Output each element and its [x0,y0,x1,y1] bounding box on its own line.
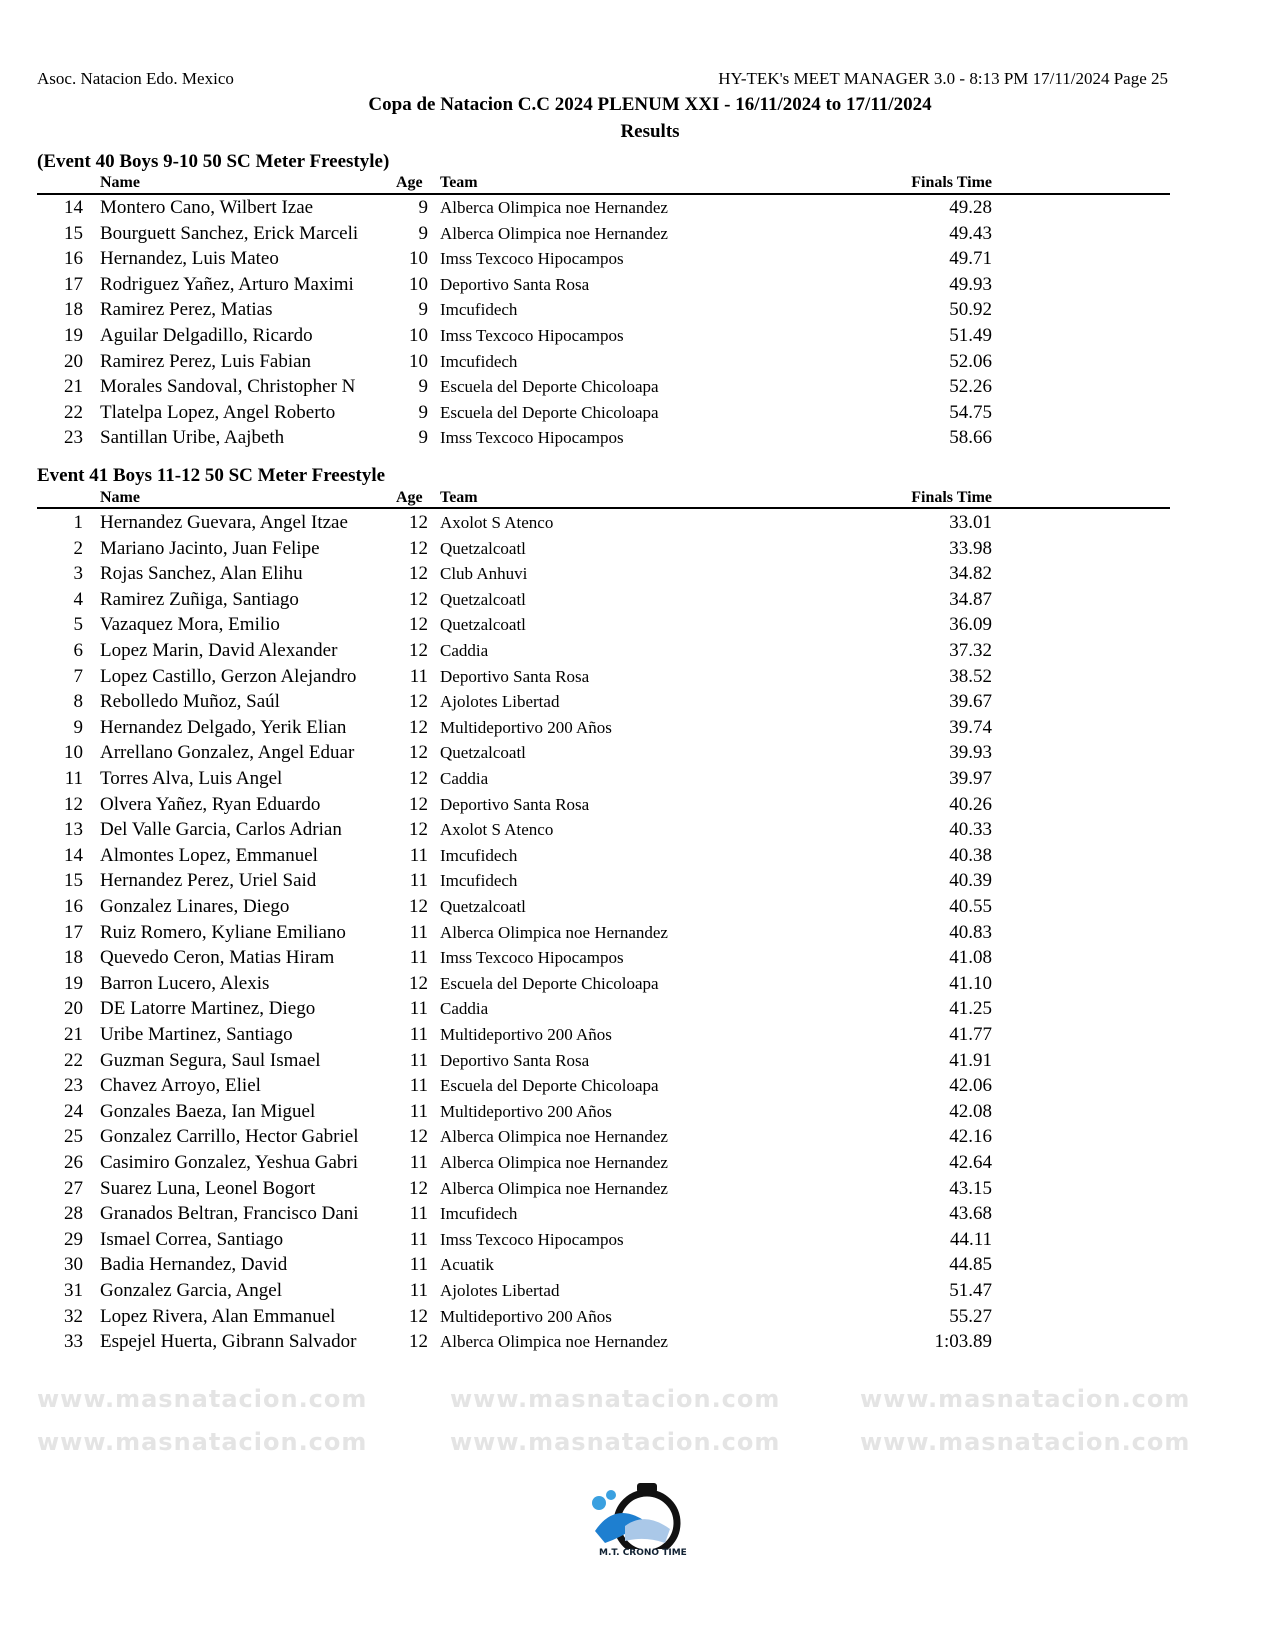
team: Multideportivo 200 Años [440,1102,612,1121]
rank: 1 [73,512,83,533]
swimmer-name: Olvera Yañez, Ryan Eduardo [100,794,321,815]
team: Multideportivo 200 Años [440,1307,612,1326]
finals-time: 49.43 [949,223,992,244]
team: Alberca Olimpica noe Hernandez [440,198,668,217]
age: 12 [409,717,428,738]
rank: 14 [64,845,83,866]
rank: 7 [73,666,83,687]
rank: 18 [64,947,83,968]
age: 12 [409,1306,428,1327]
watermark: www.masnatacion.com [37,1428,368,1456]
table-row [0,845,1275,870]
age: 11 [409,922,428,943]
finals-time: 40.38 [949,845,992,866]
team: Multideportivo 200 Años [440,1025,612,1044]
table-row [0,563,1275,588]
swimmer-name: Espejel Huerta, Gibrann Salvador [100,1331,357,1352]
table-row [0,1306,1275,1331]
team: Deportivo Santa Rosa [440,795,590,814]
rank: 25 [64,1126,83,1147]
rank: 20 [64,998,83,1019]
age: 11 [409,1229,428,1250]
finals-time: 40.55 [949,896,992,917]
team: Escuela del Deporte Chicoloapa [440,377,659,396]
age: 9 [418,376,428,397]
team: Alberca Olimpica noe Hernandez [440,1179,668,1198]
watermark: www.masnatacion.com [450,1428,781,1456]
team: Quetzalcoatl [440,590,526,609]
rank: 6 [73,640,83,661]
finals-time: 40.83 [949,922,992,943]
rank: 32 [64,1306,83,1327]
table-row [0,325,1275,350]
swimmer-name: Lopez Castillo, Gerzon Alejandro [100,666,357,687]
table-row [0,1126,1275,1151]
age: 11 [409,947,428,968]
rank: 16 [64,896,83,917]
age: 12 [409,794,428,815]
swimmer-name: Tlatelpa Lopez, Angel Roberto [100,402,336,423]
rank: 17 [64,922,83,943]
finals-time: 44.85 [949,1254,992,1275]
age: 12 [409,819,428,840]
team: Deportivo Santa Rosa [440,275,590,294]
rank: 3 [73,563,83,584]
age: 11 [409,1075,428,1096]
finals-time: 41.91 [949,1050,992,1071]
team: Escuela del Deporte Chicoloapa [440,403,659,422]
finals-time: 54.75 [949,402,992,423]
age: 11 [409,1101,428,1122]
rank: 26 [64,1152,83,1173]
swimmer-name: Rojas Sanchez, Alan Elihu [100,563,303,584]
team: Alberca Olimpica noe Hernandez [440,1332,668,1351]
table-row [0,299,1275,324]
swimmer-name: Del Valle Garcia, Carlos Adrian [100,819,342,840]
rank: 18 [64,299,83,320]
table-row [0,1101,1275,1126]
header-rule [37,193,1170,195]
swimmer-name: Uribe Martinez, Santiago [100,1024,293,1045]
team: Axolot S Atenco [440,820,554,839]
finals-time: 1:03.89 [934,1331,992,1352]
rank: 30 [64,1254,83,1275]
team: Imcufidech [440,352,518,371]
team: Caddia [440,641,489,660]
swimmer-name: Ramirez Perez, Luis Fabian [100,351,312,372]
table-row [0,691,1275,716]
swimmer-name: Bourguett Sanchez, Erick Marceli [100,223,359,244]
rank: 29 [64,1229,83,1250]
rank: 28 [64,1203,83,1224]
age: 11 [409,1024,428,1045]
column-header-finals-time: Finals Time [911,174,992,191]
table-row [0,427,1275,452]
finals-time: 39.67 [949,691,992,712]
swimmer-name: Hernandez Perez, Uriel Said [100,870,317,891]
rank: 24 [64,1101,83,1122]
table-row [0,274,1275,299]
rank: 21 [64,376,83,397]
age: 12 [409,538,428,559]
swimmer-name: Suarez Luna, Leonel Bogort [100,1178,316,1199]
watermark: www.masnatacion.com [450,1385,781,1413]
swimmer-name: Gonzalez Garcia, Angel [100,1280,282,1301]
rank: 33 [64,1331,83,1352]
table-row [0,376,1275,401]
table-row [0,1178,1275,1203]
swimmer-name: Gonzalez Linares, Diego [100,896,290,917]
finals-time: 36.09 [949,614,992,635]
age: 9 [418,223,428,244]
meet-title: Copa de Natacion C.C 2024 PLENUM XXI - 16/11/2024 to 17/11/2024 [368,94,932,115]
age: 12 [409,1126,428,1147]
table-row [0,819,1275,844]
rank: 8 [73,691,83,712]
watermark: www.masnatacion.com [860,1428,1191,1456]
age: 11 [409,1280,428,1301]
table-row [0,402,1275,427]
rank: 19 [64,973,83,994]
team: Ajolotes Libertad [440,1281,560,1300]
rank: 15 [64,223,83,244]
finals-time: 49.93 [949,274,992,295]
swimmer-name: Badia Hernandez, David [100,1254,288,1275]
swimmer-name: Morales Sandoval, Christopher N [100,376,356,397]
table-row [0,947,1275,972]
table-row [0,896,1275,921]
team: Imcufidech [440,871,518,890]
table-row [0,768,1275,793]
finals-time: 40.33 [949,819,992,840]
team: Axolot S Atenco [440,513,554,532]
table-row [0,922,1275,947]
age: 11 [409,870,428,891]
swimmer-name: Rebolledo Muñoz, Saúl [100,691,280,712]
finals-time: 42.64 [949,1152,992,1173]
swimmer-name: Vazaquez Mora, Emilio [100,614,280,635]
finals-time: 34.87 [949,589,992,610]
table-row [0,589,1275,614]
finals-time: 42.16 [949,1126,992,1147]
age: 12 [409,589,428,610]
column-header-age: Age [396,174,423,191]
rank: 21 [64,1024,83,1045]
team: Imcufidech [440,1204,518,1223]
column-header-name: Name [100,174,140,191]
table-row [0,973,1275,998]
table-row [0,1075,1275,1100]
finals-time: 43.15 [949,1178,992,1199]
age: 12 [409,742,428,763]
finals-time: 40.26 [949,794,992,815]
age: 11 [409,1254,428,1275]
team: Escuela del Deporte Chicoloapa [440,1076,659,1095]
swimmer-name: Santillan Uribe, Aajbeth [100,427,285,448]
age: 11 [409,666,428,687]
team: Alberca Olimpica noe Hernandez [440,923,668,942]
swimmer-name: Montero Cano, Wilbert Izae [100,197,314,218]
finals-time: 41.10 [949,973,992,994]
rank: 22 [64,1050,83,1071]
finals-time: 49.28 [949,197,992,218]
age: 10 [409,325,428,346]
rank: 23 [64,427,83,448]
swimmer-name: DE Latorre Martinez, Diego [100,998,316,1019]
team: Quetzalcoatl [440,897,526,916]
age: 9 [418,299,428,320]
finals-time: 43.68 [949,1203,992,1224]
team: Alberca Olimpica noe Hernandez [440,1127,668,1146]
swimmer-name: Hernandez Guevara, Angel Itzae [100,512,348,533]
age: 12 [409,768,428,789]
table-row [0,742,1275,767]
finals-time: 39.97 [949,768,992,789]
finals-time: 50.92 [949,299,992,320]
finals-time: 41.77 [949,1024,992,1045]
team: Deportivo Santa Rosa [440,1051,590,1070]
age: 11 [409,1050,428,1071]
table-row [0,512,1275,537]
table-row [0,223,1275,248]
swimmer-name: Rodriguez Yañez, Arturo Maximi [100,274,354,295]
swimmer-name: Casimiro Gonzalez, Yeshua Gabri [100,1152,359,1173]
rank: 17 [64,274,83,295]
rank: 13 [64,819,83,840]
column-header-team: Team [440,489,478,506]
table-row [0,1024,1275,1049]
swimmer-name: Hernandez Delgado, Yerik Elian [100,717,347,738]
team: Alberca Olimpica noe Hernandez [440,1153,668,1172]
finals-time: 33.01 [949,512,992,533]
software-page-info: HY-TEK's MEET MANAGER 3.0 - 8:13 PM 17/11/2024 Page 25 [718,69,1168,88]
age: 11 [409,1203,428,1224]
finals-time: 39.74 [949,717,992,738]
age: 12 [409,614,428,635]
finals-time: 40.39 [949,870,992,891]
age: 12 [409,1331,428,1352]
table-row [0,1280,1275,1305]
swimmer-name: Ramirez Perez, Matias [100,299,273,320]
age: 9 [418,427,428,448]
swimmer-name: Barron Lucero, Alexis [100,973,270,994]
age: 11 [409,998,428,1019]
rank: 12 [64,794,83,815]
swimmer-name: Ismael Correa, Santiago [100,1229,284,1250]
swimmer-name: Ramirez Zuñiga, Santiago [100,589,299,610]
swimmer-name: Ruiz Romero, Kyliane Emiliano [100,922,346,943]
table-row [0,538,1275,563]
column-header-age: Age [396,489,423,506]
rank: 22 [64,402,83,423]
age: 12 [409,640,428,661]
age: 10 [409,274,428,295]
crono-time-logo [585,1481,695,1563]
finals-time: 41.25 [949,998,992,1019]
team: Multideportivo 200 Años [440,718,612,737]
team: Imss Texcoco Hipocampos [440,428,624,447]
finals-time: 41.08 [949,947,992,968]
team: Imss Texcoco Hipocampos [440,249,624,268]
table-row [0,1331,1275,1356]
age: 12 [409,1178,428,1199]
table-row [0,717,1275,742]
age: 9 [418,402,428,423]
team: Quetzalcoatl [440,539,526,558]
team: Club Anhuvi [440,564,528,583]
column-header-team: Team [440,174,478,191]
rank: 14 [64,197,83,218]
finals-time: 39.93 [949,742,992,763]
rank: 4 [73,589,83,610]
team: Imss Texcoco Hipocampos [440,1230,624,1249]
finals-time: 51.47 [949,1280,992,1301]
rank: 11 [64,768,83,789]
swimmer-name: Almontes Lopez, Emmanuel [100,845,318,866]
team: Caddia [440,769,489,788]
header-rule [37,507,1170,509]
age: 12 [409,896,428,917]
rank: 19 [64,325,83,346]
results-heading: Results [620,121,680,142]
rank: 27 [64,1178,83,1199]
table-row [0,1050,1275,1075]
age: 9 [418,197,428,218]
table-row [0,1254,1275,1279]
swimmer-name: Guzman Segura, Saul Ismael [100,1050,321,1071]
age: 11 [409,845,428,866]
table-row [0,614,1275,639]
rank: 16 [64,248,83,269]
table-row [0,351,1275,376]
team: Deportivo Santa Rosa [440,667,590,686]
logo-text: M.T. CRONO TIME [599,1548,687,1558]
swimmer-name: Quevedo Ceron, Matias Hiram [100,947,335,968]
swimmer-name: Lopez Rivera, Alan Emmanuel [100,1306,336,1327]
swimmer-name: Chavez Arroyo, Eliel [100,1075,261,1096]
swimmer-name: Gonzales Baeza, Ian Miguel [100,1101,316,1122]
swimmer-name: Lopez Marin, David Alexander [100,640,338,661]
table-row [0,1203,1275,1228]
finals-time: 37.32 [949,640,992,661]
finals-time: 55.27 [949,1306,992,1327]
finals-time: 42.08 [949,1101,992,1122]
finals-time: 42.06 [949,1075,992,1096]
team: Caddia [440,999,489,1018]
team: Quetzalcoatl [440,615,526,634]
swimmer-name: Arrellano Gonzalez, Angel Eduar [100,742,355,763]
age: 12 [409,973,428,994]
rank: 2 [73,538,83,559]
finals-time: 51.49 [949,325,992,346]
swimmer-name: Granados Beltran, Francisco Dani [100,1203,359,1224]
table-row [0,1152,1275,1177]
swimmer-name: Hernandez, Luis Mateo [100,248,279,269]
finals-time: 34.82 [949,563,992,584]
age: 12 [409,563,428,584]
age: 11 [409,1152,428,1173]
team: Imss Texcoco Hipocampos [440,326,624,345]
table-row [0,197,1275,222]
rank: 10 [64,742,83,763]
event-title: (Event 40 Boys 9-10 50 SC Meter Freestyle) [37,151,390,172]
swimmer-name: Aguilar Delgadillo, Ricardo [100,325,313,346]
finals-time: 49.71 [949,248,992,269]
finals-time: 44.11 [949,1229,992,1250]
rank: 5 [73,614,83,635]
rank: 31 [64,1280,83,1301]
event-title: Event 41 Boys 11-12 50 SC Meter Freestyle [37,465,386,486]
rank: 20 [64,351,83,372]
finals-time: 33.98 [949,538,992,559]
team: Acuatik [440,1255,494,1274]
swimmer-name: Torres Alva, Luis Angel [100,768,283,789]
team: Escuela del Deporte Chicoloapa [440,974,659,993]
table-row [0,794,1275,819]
table-row [0,248,1275,273]
finals-time: 58.66 [949,427,992,448]
table-row [0,1229,1275,1254]
age: 12 [409,512,428,533]
watermark: www.masnatacion.com [37,1385,368,1413]
column-header-name: Name [100,489,140,506]
team: Alberca Olimpica noe Hernandez [440,224,668,243]
team: Quetzalcoatl [440,743,526,762]
organization-name: Asoc. Natacion Edo. Mexico [37,69,234,88]
finals-time: 38.52 [949,666,992,687]
age: 10 [409,248,428,269]
swimmer-name: Mariano Jacinto, Juan Felipe [100,538,320,559]
team: Imss Texcoco Hipocampos [440,948,624,967]
table-row [0,870,1275,895]
watermark: www.masnatacion.com [860,1385,1191,1413]
rank: 9 [73,717,83,738]
team: Imcufidech [440,300,518,319]
rank: 15 [64,870,83,891]
age: 10 [409,351,428,372]
team: Imcufidech [440,846,518,865]
age: 12 [409,691,428,712]
finals-time: 52.06 [949,351,992,372]
column-header-finals-time: Finals Time [911,489,992,506]
rank: 23 [64,1075,83,1096]
table-row [0,666,1275,691]
team: Ajolotes Libertad [440,692,560,711]
table-row [0,998,1275,1023]
swimmer-name: Gonzalez Carrillo, Hector Gabriel [100,1126,359,1147]
table-row [0,640,1275,665]
finals-time: 52.26 [949,376,992,397]
